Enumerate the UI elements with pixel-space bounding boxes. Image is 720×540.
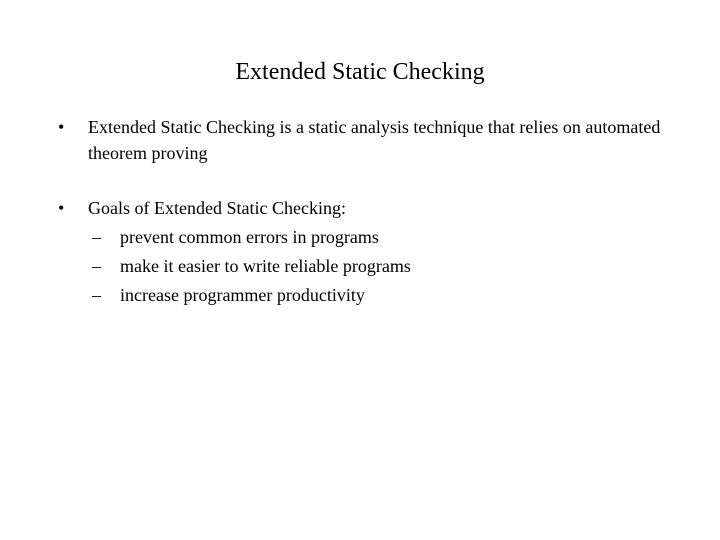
bullet-item xyxy=(58,114,678,166)
sub-bullet-text: increase programmer productivity xyxy=(120,285,365,305)
sub-bullet-text: prevent common errors in programs xyxy=(120,227,379,247)
bullet-row xyxy=(58,114,678,166)
bullet-row xyxy=(58,195,678,221)
sub-bullet-marker: – xyxy=(92,285,101,305)
slide-title: Extended Static Checking xyxy=(235,59,485,85)
sub-bullet-item xyxy=(58,223,678,252)
bullet-item xyxy=(58,195,678,310)
sub-bullet-item xyxy=(58,281,678,310)
sub-bullet-marker: – xyxy=(92,256,101,276)
sub-bullet-item xyxy=(58,252,678,281)
bullet-text: Goals of Extended Static Checking: xyxy=(88,198,346,218)
sub-bullet-marker: – xyxy=(92,227,101,247)
sub-bullet-text: make it easier to write reliable programs xyxy=(120,256,411,276)
bullet-marker: • xyxy=(58,117,65,137)
bullet-marker: • xyxy=(58,198,65,218)
bullet-text: Extended Static Checking is a static analysis technique that relies on automated theorem proving xyxy=(88,117,661,163)
sub-bullet-list xyxy=(58,223,678,310)
